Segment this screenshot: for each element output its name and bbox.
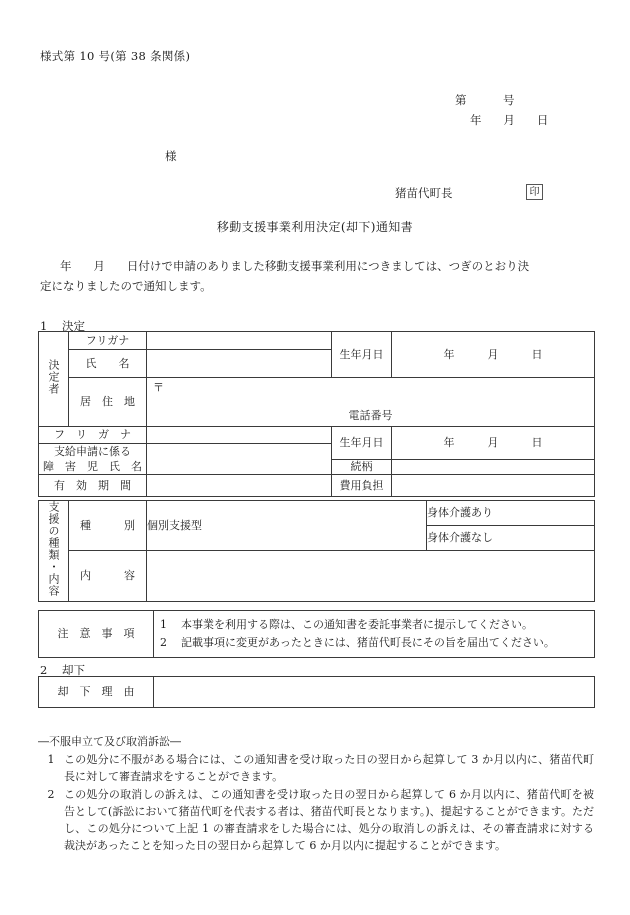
appeal-notice <box>38 733 594 854</box>
form-code: 様式第 10 号(第 38 条関係) <box>40 49 191 63</box>
support-content-label: 内 容 <box>69 550 147 601</box>
notes-table <box>38 610 595 658</box>
seal-icon: 印 <box>526 184 543 200</box>
appeal-item-number: 2 <box>47 788 55 802</box>
child-name-label-line1: 支給申請に係る <box>39 444 147 460</box>
support-content-value[interactable] <box>147 550 595 601</box>
decision-table <box>38 331 595 497</box>
section-1-label: 1 決定 <box>40 319 85 333</box>
notes-content <box>154 611 595 658</box>
cost-burden-label: 費用負担 <box>332 475 392 497</box>
appeal-item <box>38 751 594 785</box>
valid-period-value[interactable] <box>147 475 332 497</box>
rejection-reason-value[interactable] <box>154 677 595 708</box>
relation-value[interactable] <box>392 459 595 475</box>
relation-label: 続柄 <box>332 459 392 475</box>
appeal-item-number: 1 <box>47 753 55 766</box>
child-birthdate-label: 生年月日 <box>332 427 392 460</box>
child-birthdate-value[interactable]: 年 月 日 <box>392 427 595 460</box>
rejection-table <box>38 676 595 708</box>
rejection-reason-label: 却 下 理 由 <box>39 677 154 708</box>
phone-label: 電話番号 <box>348 409 393 423</box>
table-row <box>39 332 595 350</box>
addressee-suffix: 様 <box>165 149 177 163</box>
intro-text-line2: 定になりましたので通知します。 <box>40 279 212 293</box>
table-row <box>39 611 595 658</box>
appeal-item-text <box>64 786 594 854</box>
child-furigana-label: フ リ ガ ナ <box>39 427 147 444</box>
intro-text-line1: 年 月 日付けで申請のありました移動支援事業利用につきましては、つぎのとおり決 <box>60 259 530 273</box>
cost-burden-value[interactable] <box>392 475 595 497</box>
appeal-title: ―不服申立て及び取消訴訟― <box>38 735 181 748</box>
option-with-care[interactable]: 身体介護あり <box>427 501 595 526</box>
child-name-value[interactable] <box>147 444 332 475</box>
option-without-care[interactable]: 身体介護なし <box>427 525 595 550</box>
child-name-label-line2: 障 害 児 氏 名 <box>39 459 147 475</box>
issuer-name: 猪苗代町長 <box>395 186 453 200</box>
valid-period-label: 有 効 期 間 <box>39 475 147 497</box>
table-row <box>39 378 595 427</box>
page-title: 移動支援事業利用決定(却下)通知書 <box>216 220 414 234</box>
residence-label: 居 住 地 <box>69 378 147 427</box>
notes-label: 注 意 事 項 <box>39 611 154 658</box>
support-type-label: 種 別 <box>69 501 147 551</box>
note-item-1: 1 本事業を利用する際は、この通知書を委託事業者に提示してください。 <box>160 618 533 632</box>
note-item-2: 2 記載事項に変更があったときには、猪苗代町長にその旨を届出てください。 <box>160 636 555 649</box>
support-type-value[interactable]: 個別支援型 <box>147 501 427 551</box>
child-furigana-value[interactable] <box>147 427 332 444</box>
name-label: 氏 名 <box>69 350 147 378</box>
support-type-table <box>38 500 595 602</box>
table-row <box>39 427 595 444</box>
furigana-label: フリガナ <box>69 332 147 350</box>
document-date: 年 月 日 <box>470 113 549 127</box>
postal-mark-icon: 〒 <box>153 381 164 394</box>
appeal-item-paragraph: この処分に不服がある場合には、この通知書を受け取った日の翌日から起算して 3 か月以内に、猪苗代町長に対して審査請求をすることができます。 <box>64 753 594 784</box>
support-vertical-label: 支援の種類・内容 <box>39 501 69 602</box>
name-value[interactable] <box>147 350 332 378</box>
section-2-label: 2 却下 <box>40 663 85 677</box>
appeal-item-paragraph: この処分の取消しの訴えは、この通知書を受け取った日の翌日から起算して 6 か月以内に、猪苗代町を被告として(訴訟において猪苗代町を代表する者は、猪苗代町長となります。)、提起することができます。ただし、この処分について上記 1 の審査請求をした場合には、処分の取消しの訴えは、その審査請求に対する裁決があったことを知った日の翌日から起算して 6 か月以内に提起することができます。 <box>64 788 594 853</box>
furigana-value[interactable] <box>147 332 332 350</box>
birthdate-label: 生年月日 <box>332 332 392 378</box>
birthdate-value[interactable]: 年 月 日 <box>392 332 595 378</box>
table-row <box>39 475 595 497</box>
appeal-item <box>38 786 594 854</box>
document-number: 第 号 <box>455 93 515 107</box>
table-row <box>39 501 595 526</box>
appeal-item-text <box>64 751 594 785</box>
table-row <box>39 677 595 708</box>
decider-vertical-label: 決定者 <box>39 332 69 427</box>
table-row <box>39 550 595 601</box>
residence-value[interactable] <box>147 378 595 427</box>
